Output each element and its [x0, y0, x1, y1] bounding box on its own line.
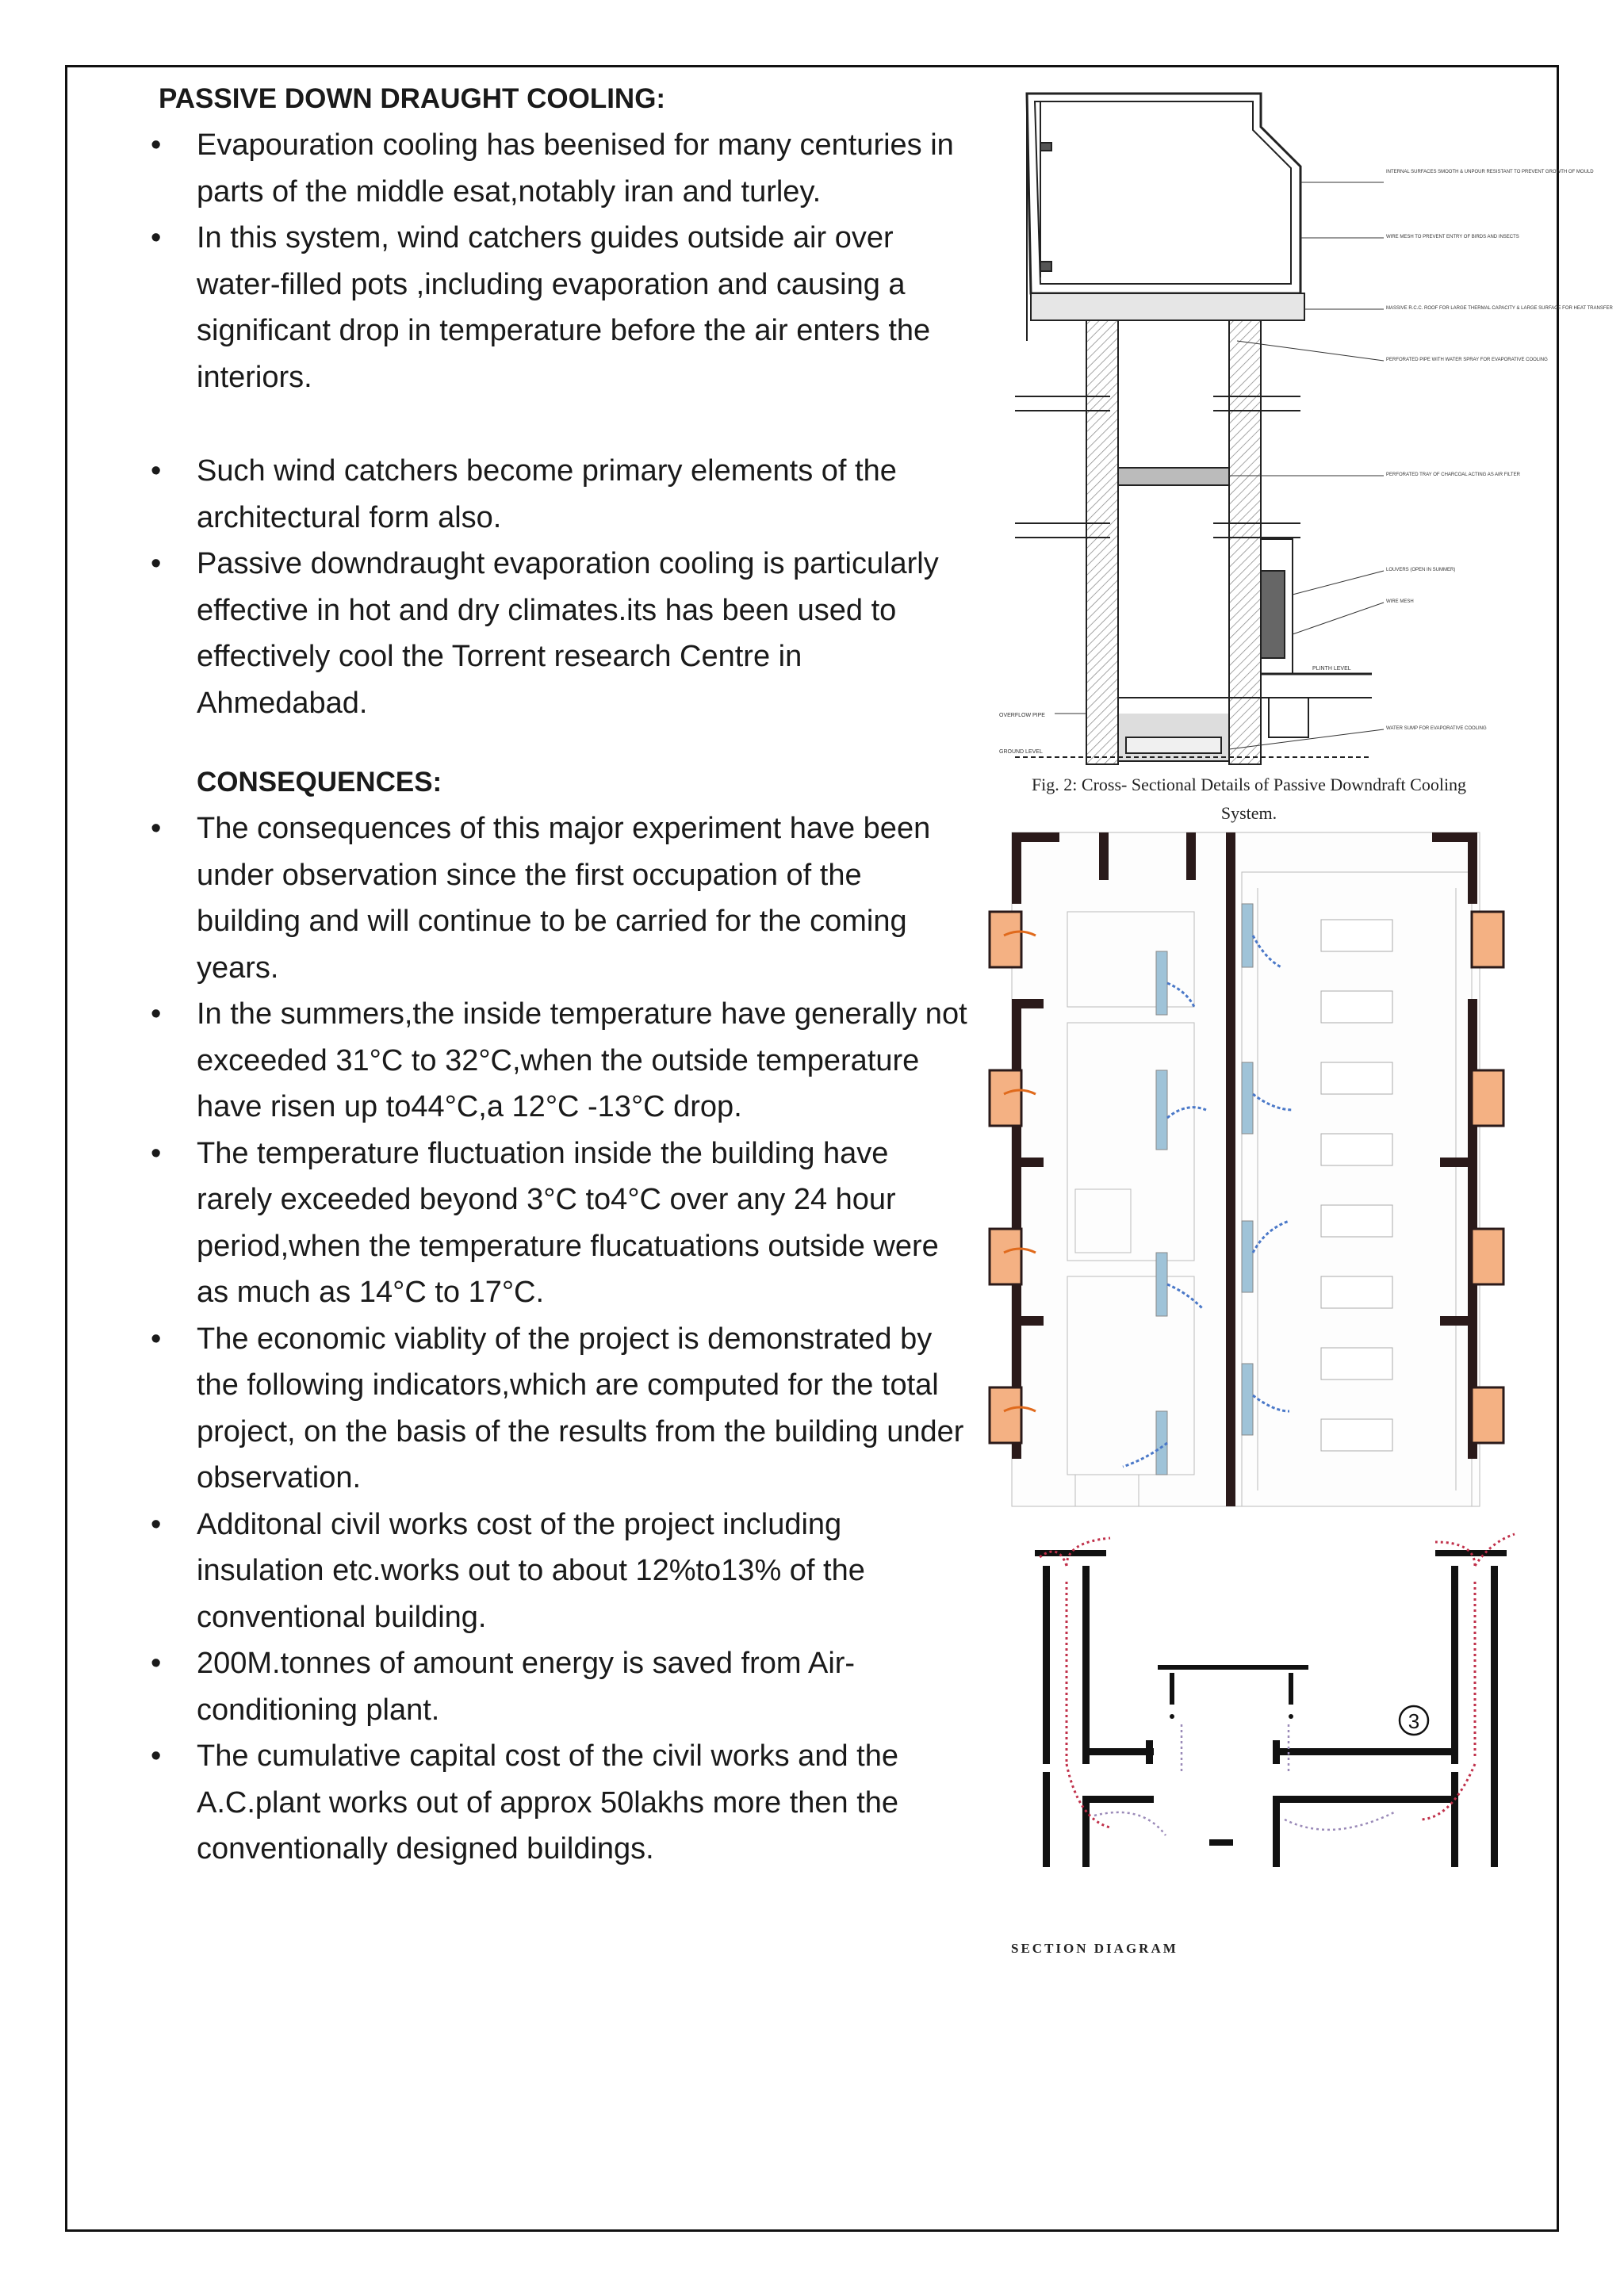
text-column [155, 76, 972, 1873]
bullet-item: • The temperature fluctuation inside the building have rarely exceeded beyond 3°C to4°C over any 24 hour period,when the temperature flucatuations outside were as much as 14°C to 17°C. [155, 1131, 972, 1316]
consequences-heading: CONSEQUENCES: [197, 767, 442, 798]
section-diagram [991, 1534, 1546, 2002]
bullet-item: • Passive downdraught evaporation cooling is particularly effective in hot and dry climates.its has been used to effectively cool the Torrent research Centre in Ahmedabad. [155, 541, 972, 726]
bullet-item: • The cumulative capital cost of the civil works and the A.C.plant works out of approx 50lakhs more then the conventionally designed buildings. [155, 1733, 972, 1873]
label-overflow-pipe: OVERFLOW PIPE [999, 713, 1045, 718]
bullet-item: • The consequences of this major experiment have been under observation since the first occupation of the building and will continue to be carried for the coming years. [155, 806, 972, 991]
cross-section-drawing [999, 79, 1613, 793]
label-rcc-roof: MASSIVE R.C.C. ROOF FOR LARGE THERMAL CAPACITY & LARGE SURFACE FOR HEAT TRANSFER [1386, 306, 1613, 311]
bullet-item: • In this system, wind catchers guides outside air over water-filled pots ,including evaporation and causing a significant drop in temperature before the air enters the interiors. [155, 215, 972, 400]
section-diagram-label: SECTION DIAGRAM [1011, 1941, 1178, 1956]
bullet-item: • In the summers,the inside temperature have generally not exceeded 31°C to 32°C,when the outside temperature have risen up to44°C,a 12°C -13°C drop. [155, 991, 972, 1131]
label-internal-surfaces: INTERNAL SURFACES SMOOTH & UNPOUR RESISTANT TO PREVENT GROWTH OF MOULD [1386, 170, 1594, 174]
wind-catcher-list [155, 448, 972, 726]
bullet-item: • Such wind catchers become primary elements of the architectural form also. [155, 448, 972, 541]
label-charcoal-tray: PERFORATED TRAY OF CHARCOAL ACTING AS AIR FILTER [1386, 473, 1520, 477]
label-ground-level: GROUND LEVEL [999, 749, 1043, 755]
label-water-sump: WATER SUMP FOR EVAPORATIVE COOLING [1386, 726, 1487, 731]
label-wire-mesh-top: WIRE MESH TO PREVENT ENTRY OF BIRDS AND INSECTS [1386, 235, 1519, 239]
bullet-item: • 200M.tonnes of amount energy is saved from Air-conditioning plant. [155, 1640, 972, 1733]
label-louvers: LOUVERS (OPEN IN SUMMER) [1386, 568, 1456, 572]
label-plinth-level: PLINTH LEVEL [1312, 666, 1351, 672]
diagram-marker: 3 [1408, 1709, 1420, 1733]
bullet-item: • Additonal civil works cost of the project including insulation etc.works out to about 12%to13% of the conventional building. [155, 1502, 972, 1641]
label-perforated-pipe: PERFORATED PIPE WITH WATER SPRAY FOR EVAPORATIVE COOLING [1386, 358, 1548, 362]
label-wire-mesh: WIRE MESH [1386, 599, 1414, 604]
floor-plan-diagram [980, 809, 1522, 1522]
intro-list [155, 122, 972, 400]
figure-caption: Fig. 2: Cross- Sectional Details of Passive Downdraft Cooling System. [1031, 775, 1467, 823]
page-title: PASSIVE DOWN DRAUGHT COOLING: [159, 83, 666, 114]
bullet-item: • Evapouration cooling has beenised for many centuries in parts of the middle esat,notably iran and turley. [155, 122, 972, 215]
consequences-list [155, 806, 972, 1873]
bullet-item: • The economic viablity of the project is demonstrated by the following indicators,which are computed for the total project, on the basis of the results from the building under observation. [155, 1316, 972, 1502]
